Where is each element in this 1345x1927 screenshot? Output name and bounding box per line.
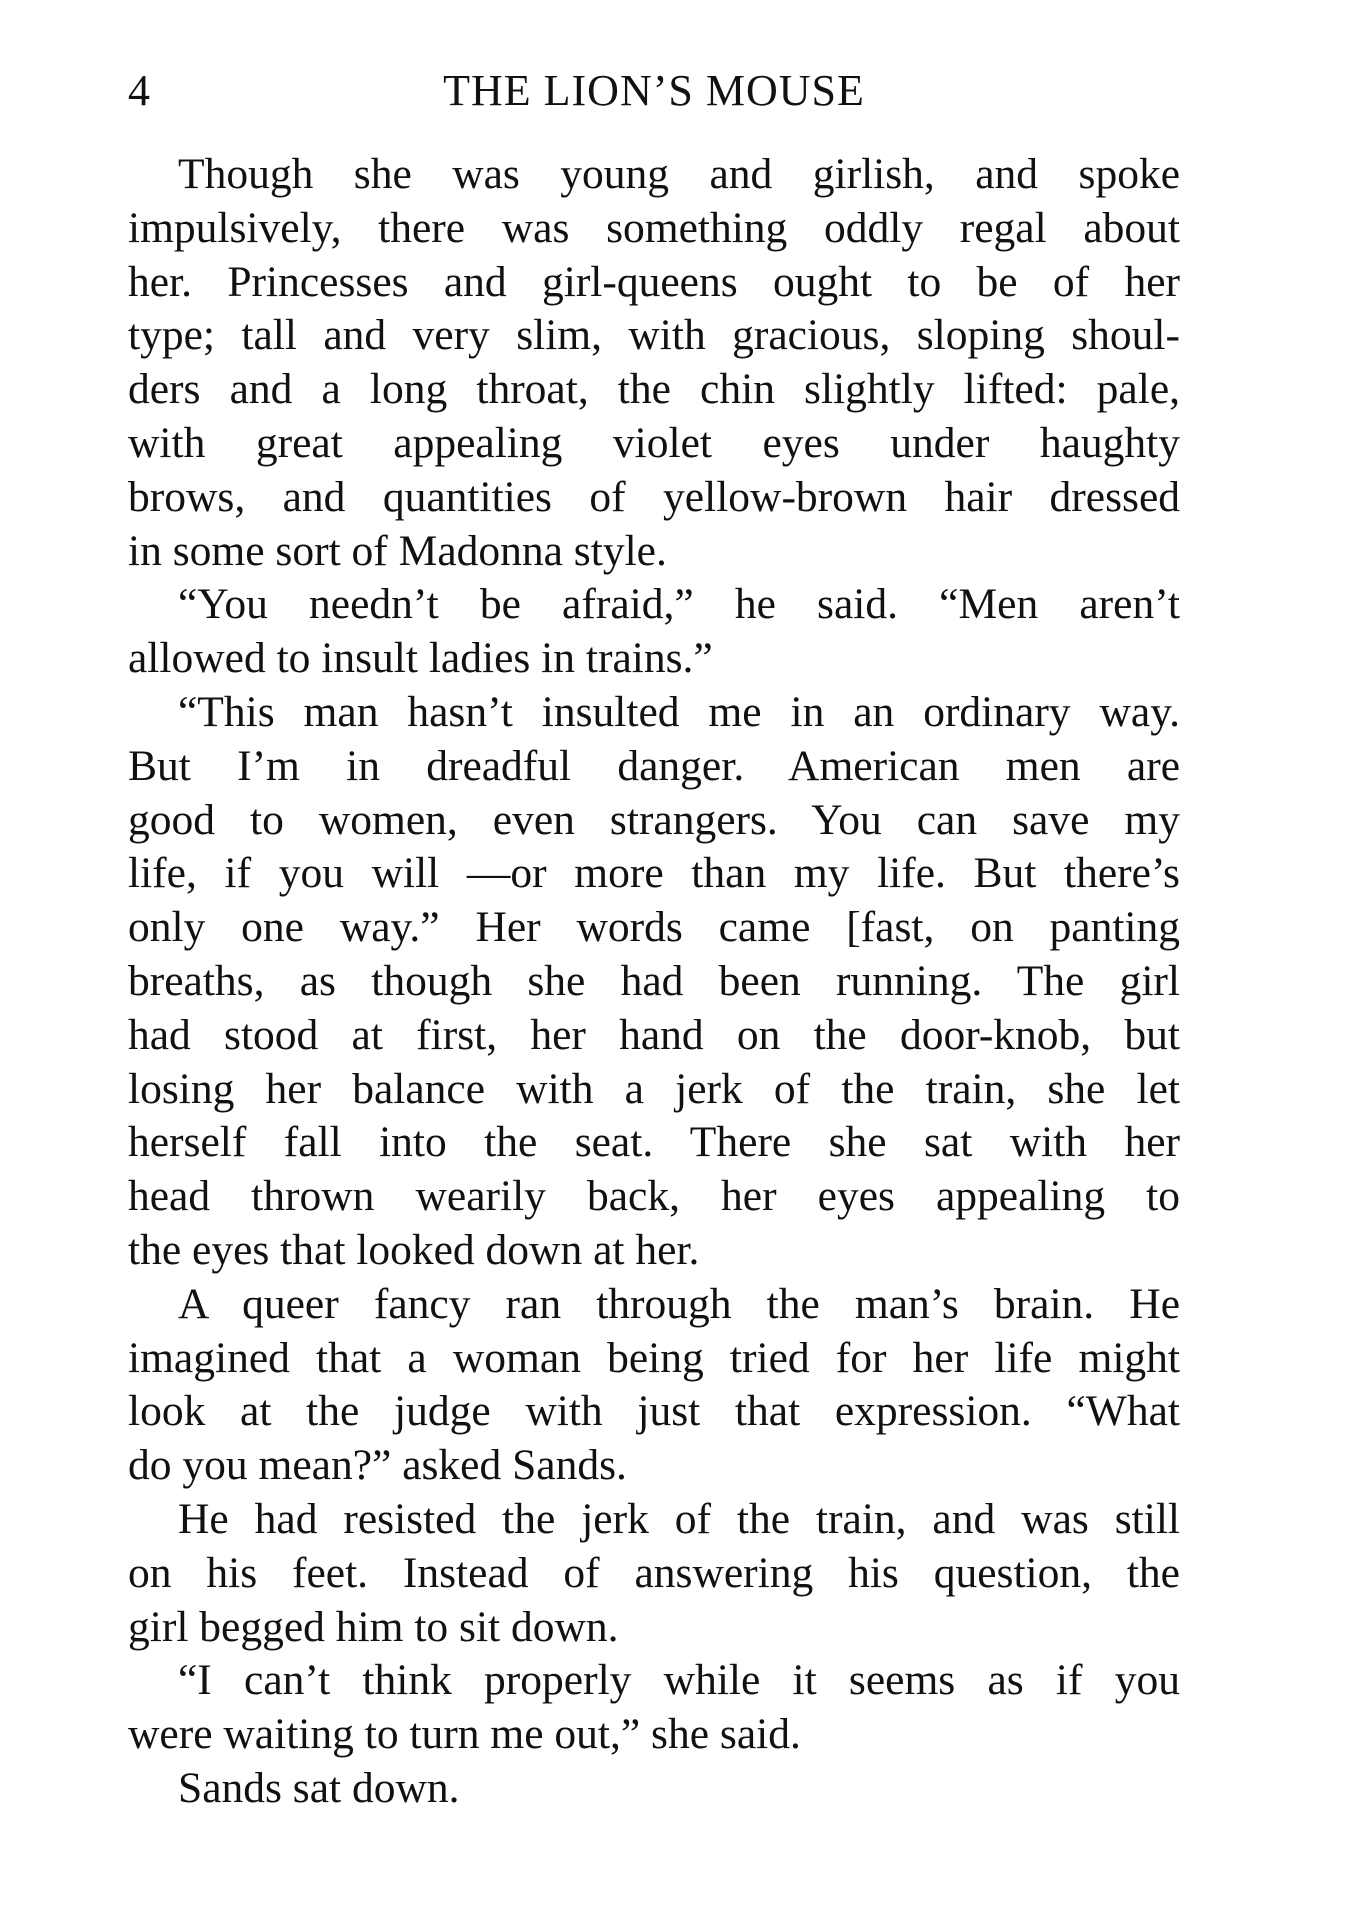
text-line: girl begged him to sit down.: [128, 1602, 619, 1651]
text-line: in some sort of Madonna style.: [128, 526, 667, 575]
text-line: head thrown wearily back, her eyes appealing to: [128, 1172, 1180, 1221]
text-line: Sands sat down.: [178, 1763, 460, 1812]
text-line: “I can’t think properly while it seems as if you: [178, 1656, 1180, 1705]
page-number: 4: [128, 66, 150, 115]
text-line: herself fall into the seat. There she sat with her: [128, 1118, 1180, 1167]
text-line: “This man hasn’t insulted me in an ordinary way.: [178, 687, 1180, 736]
text-line: type; tall and very slim, with gracious, sloping shoul-: [128, 311, 1180, 360]
body-text: [128, 148, 1180, 1816]
text-line: were waiting to turn me out,” she said.: [128, 1710, 801, 1759]
text-line: brows, and quantities of yellow-brown hair dressed: [128, 472, 1180, 521]
book-page: [128, 62, 1180, 1816]
text-line: with great appealing violet eyes under haughty: [128, 418, 1180, 467]
text-line: only one way.” Her words came [fast, on panting: [128, 903, 1180, 952]
text-line: A queer fancy ran through the man’s brain. He: [178, 1279, 1180, 1328]
text-line: He had resisted the jerk of the train, and was still: [178, 1494, 1180, 1543]
text-line: had stood at first, her hand on the door-knob, but: [128, 1010, 1180, 1059]
text-line: breaths, as though she had been running. The girl: [128, 956, 1180, 1005]
text-line: look at the judge with just that expression. “What: [128, 1387, 1180, 1436]
text-line: “You needn’t be afraid,” he said. “Men aren’t: [178, 580, 1180, 629]
text-line: life, if you will —or more than my life. But there’s: [128, 849, 1180, 898]
text-line: impulsively, there was something oddly regal about: [128, 203, 1180, 252]
text-line: good to women, even strangers. You can save my: [128, 795, 1180, 844]
text-line: imagined that a woman being tried for her life might: [128, 1333, 1180, 1382]
running-head: [128, 62, 1180, 120]
text-line: Though she was young and girlish, and spoke: [178, 150, 1180, 198]
text-line: her. Princesses and girl-queens ought to be of her: [128, 257, 1180, 306]
text-line: ders and a long throat, the chin slightly lifted: pale,: [128, 365, 1180, 414]
text-line: the eyes that looked down at her.: [128, 1225, 700, 1274]
text-line: allowed to insult ladies in trains.”: [128, 634, 713, 683]
text-line: do you mean?” asked Sands.: [128, 1441, 627, 1490]
text-line: on his feet. Instead of answering his question, the: [128, 1548, 1180, 1597]
text-line: But I’m in dreadful danger. American men are: [128, 741, 1180, 790]
running-title: THE LION’S MOUSE: [443, 66, 865, 115]
text-line: losing her balance with a jerk of the train, she let: [128, 1064, 1180, 1113]
